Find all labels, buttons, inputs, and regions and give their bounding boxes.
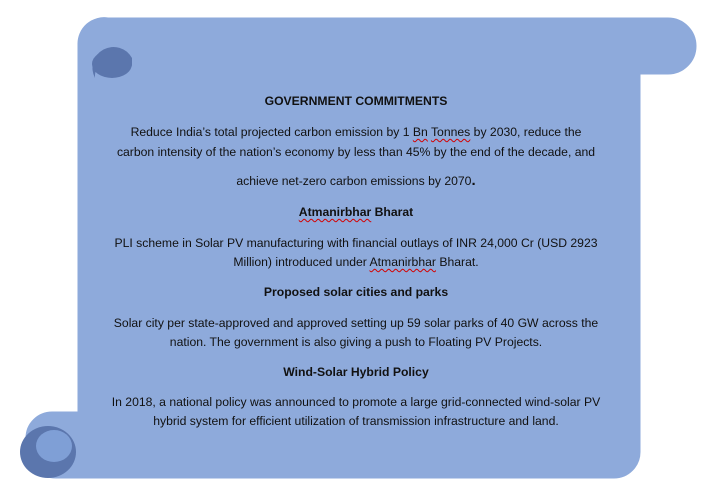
body-line: Million) introduced under Atmanirbhar Bharat. (233, 255, 479, 269)
spellcheck-word: Bn (412, 125, 428, 139)
body-line: Reduce India’s total projected carbon emission by 1 Bn Tonnes by 2030, reduce the (130, 125, 582, 139)
heading-government-commitments: GOVERNMENT COMMITMENTS (264, 94, 448, 108)
heading-wind-solar-hybrid: Wind-Solar Hybrid Policy (283, 365, 429, 379)
spellcheck-word: Atmanirbhar (369, 255, 436, 269)
body-line: In 2018, a national policy was announced to promote a large grid-connected wind-solar PV (111, 395, 601, 409)
heading-solar-cities-parks: Proposed solar cities and parks (263, 285, 449, 299)
heading-word: Bharat (374, 205, 414, 219)
body-line: hybrid system for efficient utilization of transmission infrastructure and land. (153, 414, 559, 428)
heading-atmanirbhar-bharat (82, 204, 630, 220)
right-curl-edge (640, 32, 668, 74)
body-line: PLI scheme in Solar PV manufacturing with financial outlays of INR 24,000 Cr (USD 2923 (114, 236, 598, 250)
body-line: carbon intensity of the nation’s economy by less than 45% by the end of the decade, and (116, 145, 596, 159)
scroll-content (82, 0, 630, 494)
spellcheck-word: Tonnes (430, 125, 471, 139)
body-line: Solar city per state-approved and approved setting up 59 solar parks of 40 GW across the (113, 316, 599, 330)
body-line: achieve net-zero carbon emissions by 2070. (236, 172, 476, 189)
spellcheck-word: Atmanirbhar (298, 205, 372, 219)
body-line: nation. The government is also giving a push to Floating PV Projects. (169, 335, 543, 349)
bottom-curl-inner (36, 430, 72, 462)
